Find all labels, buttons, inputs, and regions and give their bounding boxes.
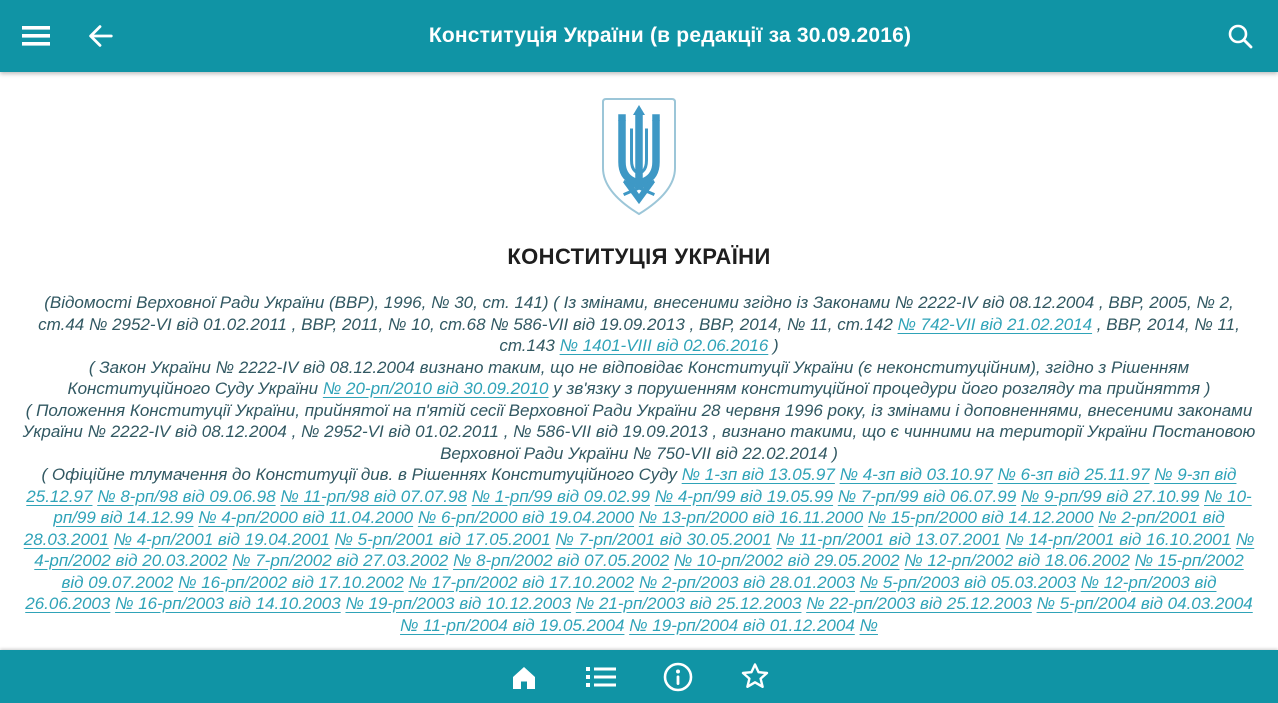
home-button[interactable] (503, 656, 545, 698)
law-link[interactable]: № 4-рп/2001 від 19.04.2001 (113, 529, 330, 549)
law-link[interactable]: № 1401-VIII від 02.06.2016 (559, 336, 769, 355)
paragraph-text: ( Офіційне тлумачення до Конституції див. в Рішеннях Конституційного Суду (41, 465, 682, 484)
search-button[interactable] (1218, 14, 1262, 58)
law-link[interactable]: № 19-рп/2004 від 01.12.2004 (629, 615, 855, 635)
bottom-nav-bar (0, 650, 1278, 703)
law-link[interactable]: № 7-рп/2001 від 30.05.2001 (555, 529, 772, 549)
favorites-button[interactable] (734, 656, 776, 698)
paragraph (22, 292, 1256, 357)
law-link[interactable]: № 12-рп/2003 від 26.06.2003 (25, 572, 1217, 613)
info-icon (662, 661, 694, 693)
law-link[interactable]: № (859, 615, 878, 635)
law-link[interactable]: № 1-рп/99 від 09.02.99 (471, 486, 650, 506)
law-link[interactable]: № 5-рп/2004 від 04.03.2004 (1036, 594, 1253, 613)
law-link[interactable]: № 4-рп/99 від 19.05.99 (654, 486, 834, 506)
law-link[interactable]: № 15-рп/2002 від 09.07.2002 (61, 551, 1244, 592)
law-link[interactable]: № 21-рп/2003 від 25.12.2003 (575, 594, 802, 613)
home-icon (509, 663, 539, 691)
page-title: Конституція України (в редакції за 30.09.2016) (428, 24, 912, 47)
paragraph-text: , ВВР, 2014, № 11, ст.143 (499, 314, 1240, 355)
document-title: КОНСТИТУЦІЯ УКРАЇНИ (507, 244, 771, 269)
info-button[interactable] (657, 656, 699, 698)
law-link[interactable]: № 7-рп/99 від 06.07.99 (837, 486, 1017, 506)
law-link[interactable]: № 10-рп/99 від 14.12.99 (53, 486, 1252, 527)
hamburger-menu-icon (22, 25, 50, 47)
app-bar (0, 0, 1278, 72)
list-icon (586, 665, 616, 689)
law-link[interactable]: № 5-рп/2001 від 17.05.2001 (334, 529, 551, 549)
law-link[interactable]: № 8-рп/98 від 09.06.98 (97, 486, 276, 506)
document-view[interactable] (0, 72, 1278, 650)
paragraph (22, 357, 1256, 400)
law-link[interactable]: № 5-рп/2003 від 05.03.2003 (859, 572, 1076, 592)
paragraph (22, 400, 1256, 465)
law-link[interactable]: № 1-зп від 13.05.97 (681, 465, 835, 484)
paragraph-text: (Відомості Верховної Ради України (ВВР), 1996, № 30, ст. 141) ( Із змінами, внесеними згідно із Законами № 2222-IV від 08.12.2004 , ВВР, 2005, № 2, ст.44 № 2952-VI від 01.02.2011 , ВВР, 2011, № 10, ст.68 № 586-VII від 19.09.2013 , ВВР, 2014, № 11, ст.142 (38, 293, 1234, 334)
law-link[interactable]: № 6-зп від 25.11.97 (997, 465, 1150, 484)
law-link[interactable]: № 4-рп/2002 від 20.03.2002 (34, 529, 1255, 570)
paragraph-text: ) (768, 336, 779, 355)
document-body (22, 292, 1256, 636)
law-link[interactable]: № 11-рп/2001 від 13.07.2001 (776, 529, 1001, 549)
law-link[interactable]: № 16-рп/2003 від 14.10.2003 (115, 594, 341, 613)
star-icon (739, 661, 771, 692)
law-link[interactable]: № 10-рп/2002 від 29.05.2002 (673, 551, 900, 570)
arrow-left-icon (85, 21, 115, 51)
law-link[interactable]: № 9-рп/99 від 27.10.99 (1020, 486, 1200, 506)
back-button[interactable] (78, 14, 122, 58)
menu-button[interactable] (14, 14, 58, 58)
ukraine-trident-emblem-icon (595, 96, 683, 218)
search-icon (1226, 22, 1254, 50)
law-link[interactable]: № 8-рп/2002 від 07.05.2002 (452, 551, 670, 570)
law-link[interactable]: № 17-рп/2002 від 17.10.2002 (408, 572, 635, 592)
law-link[interactable]: № 11-рп/98 від 07.07.98 (280, 486, 467, 506)
law-link[interactable]: № 7-рп/2002 від 27.03.2002 (232, 551, 449, 570)
law-link[interactable]: № 16-рп/2002 від 17.10.2002 (178, 572, 404, 592)
law-link[interactable]: № 11-рп/2004 від 19.05.2004 (400, 615, 625, 635)
law-link[interactable]: № 12-рп/2002 від 18.06.2002 (904, 551, 1130, 570)
law-link[interactable]: № 742-VII від 21.02.2014 (897, 314, 1093, 334)
law-link[interactable]: № 22-рп/2003 від 25.12.2003 (806, 594, 1032, 613)
law-link[interactable]: № 20-рп/2010 від 30.09.2010 (322, 379, 549, 398)
law-link[interactable]: № 9-зп від 25.12.97 (26, 465, 1237, 506)
law-link[interactable]: № 14-рп/2001 від 16.10.2001 (1005, 529, 1232, 549)
law-link[interactable]: № 6-рп/2000 від 19.04.2000 (417, 508, 635, 527)
law-link[interactable]: № 4-зп від 03.10.97 (839, 465, 993, 484)
law-link[interactable]: № 2-рп/2001 від 28.03.2001 (23, 508, 1225, 549)
paragraph (22, 464, 1256, 636)
paragraph-text: ( Положення Конституції України, прийнятої на п'ятій сесії Верховної Ради України 28 червня 1996 року, із змінами і доповненнями, внесеними законами України № 2222-IV від 08.12.2004 , № 2952-VI від 01.02.2011 , № 586-VII від 19.09.2013 , визнано такими, що є чинними на території України Постановою Верховної Ради України № 750-VII від 22.02.2014 ) (22, 400, 1256, 463)
paragraph-text: у зв'язку з порушенням конституційної процедури його розгляду та прийняття ) (548, 379, 1211, 398)
law-link[interactable]: № 2-рп/2003 від 28.01.2003 (638, 572, 856, 592)
paragraph-text: ( Закон України № 2222-IV від 08.12.2004 визнано таким, що не відповідає Конституції України (є неконституційним), згідно з Рішенням Конституційного Суду України (67, 357, 1190, 398)
contents-list-button[interactable] (580, 656, 622, 698)
law-link[interactable]: № 19-рп/2003 від 10.12.2003 (345, 594, 572, 613)
law-link[interactable]: № 4-рп/2000 від 11.04.2000 (198, 508, 414, 527)
law-link[interactable]: № 13-рп/2000 від 16.11.2000 (638, 508, 864, 527)
law-link[interactable]: № 15-рп/2000 від 14.12.2000 (867, 508, 1094, 527)
